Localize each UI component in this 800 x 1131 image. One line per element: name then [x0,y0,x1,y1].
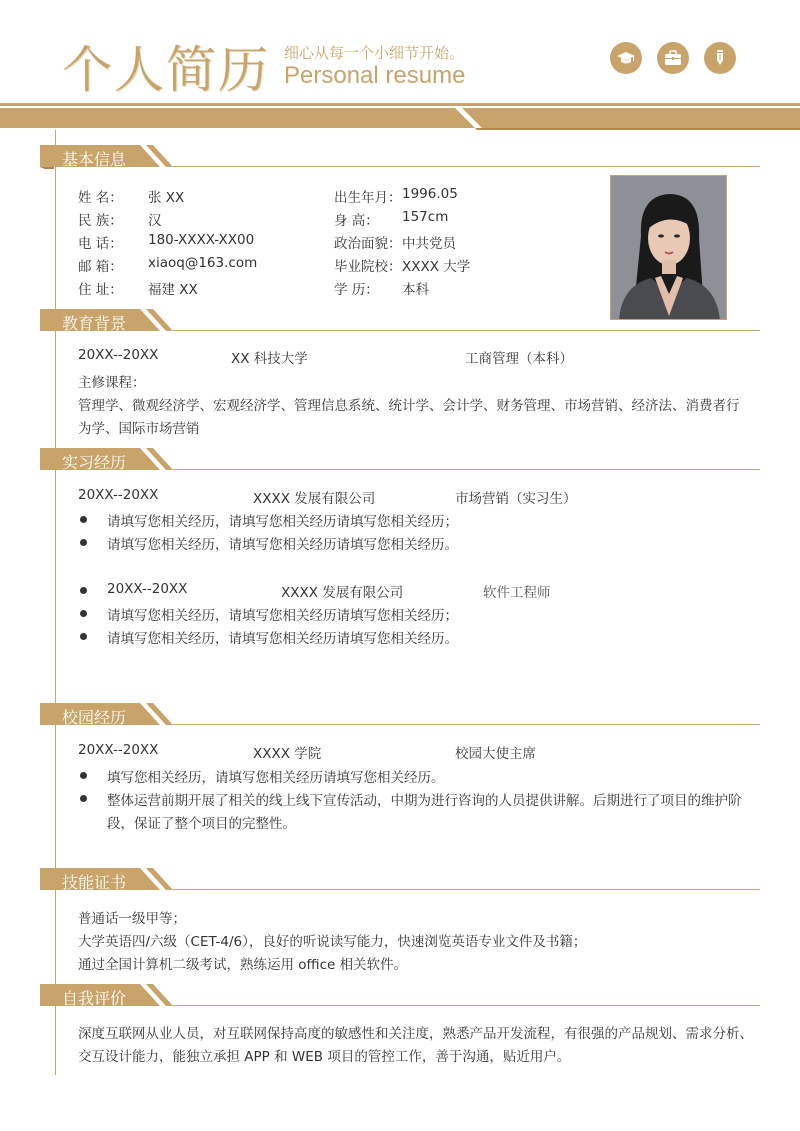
job-period: 20XX--20XX [78,487,159,503]
info-value-birth: 1996.05 [402,186,458,202]
section-header-internship [40,448,760,472]
slogan: 细心从每一个小细节开始。 [284,44,465,62]
education-school: XX 科技大学 [231,351,308,367]
timeline-line [55,130,56,1075]
info-label: 政治面貌： [334,236,402,252]
campus-period: 20XX--20XX [78,742,159,758]
briefcase-icon [657,42,689,74]
self-evaluation: 交互设计能力，能独立承担 APP 和 WEB 项目的管控工作，善于沟通，贴近用户。 [78,1049,571,1065]
bullet-icon [80,587,87,594]
pencil-icon [704,42,736,74]
job-role: 市场营销（实习生） [455,491,577,507]
info-label: 毕业院校： [334,259,402,275]
info-value-school: XXXX 大学 [402,259,471,275]
section-header-basic [40,145,760,169]
info-label: 住 址： [78,282,123,298]
courses-text: 为学、国际市场营销 [78,421,200,437]
info-label: 出生年月： [334,190,402,206]
section-title: 自我评价 [62,989,127,1008]
job-item: 请填写您相关经历，请填写您相关经历请填写您相关经历。 [107,537,458,553]
section-header-campus [40,703,760,727]
courses-label: 主修课程： [78,375,146,391]
section-title: 教育背景 [62,314,127,333]
header-banner [0,108,800,130]
section-title: 校园经历 [62,708,127,727]
section-title: 基本信息 [62,150,127,169]
info-value-phone: 180-XXXX-XX00 [148,232,255,248]
info-value-address: 福建 XX [148,282,198,298]
job-item: 请填写您相关经历，请填写您相关经历请填写您相关经历； [107,608,458,624]
skill-item: 大学英语四/六级（CET-4/6），良好的听说读写能力，快速浏览英语专业文件及书籍； [78,934,587,950]
info-value-email: xiaoq@163.com [148,255,258,271]
campus-role: 校园大使主席 [455,746,536,762]
info-value-name: 张 XX [148,190,185,206]
section-header-skills [40,868,760,892]
graduation-cap-icon [610,42,642,74]
info-label: 民 族： [78,213,123,229]
bullet-icon [80,772,87,779]
courses-text: 管理学、微观经济学、宏观经济学、管理信息系统、统计学、会计学、财务管理、市场营销、经济法、消费者行 [78,398,740,414]
skill-item: 普通话一级甲等； [78,911,186,927]
info-value-degree: 本科 [402,282,429,298]
bullet-icon [80,610,87,617]
bullet-icon [80,516,87,523]
job-item: 请填写您相关经历，请填写您相关经历请填写您相关经历； [107,514,458,530]
job-item: 请填写您相关经历，请填写您相关经历请填写您相关经历。 [107,631,458,647]
campus-org: XXXX 学院 [253,746,322,762]
info-label: 身 高： [334,213,379,229]
info-value-height: 157cm [402,209,449,225]
education-major: 工商管理（本科） [465,351,573,367]
job-company: XXXX 发展有限公司 [281,585,404,601]
education-period: 20XX--20XX [78,347,159,363]
info-value-ethnicity: 汉 [148,213,162,229]
campus-item: 整体运营前期开展了相关的线上线下宣传活动，中期为进行咨询的人员提供讲解。后期进行了项目的维护阶 [107,793,742,809]
info-label: 姓 名： [78,190,123,206]
info-label: 学 历： [334,282,379,298]
section-title: 实习经历 [62,453,127,472]
campus-item: 填写您相关经历，请填写您相关经历请填写您相关经历。 [107,770,445,786]
bullet-icon [80,795,87,802]
bullet-icon [80,539,87,546]
job-role: 软件工程师 [483,585,551,601]
job-period: 20XX--20XX [107,581,188,597]
bullet-icon [80,633,87,640]
header-rule [0,103,800,106]
profile-photo [610,175,727,320]
campus-item: 段，保证了整个项目的完整性。 [107,816,296,832]
info-label: 电 话： [78,236,123,252]
self-evaluation: 深度互联网从业人员，对互联网保持高度的敏感性和关注度，熟悉产品开发流程，有很强的产品规划、需求分析、 [78,1026,753,1042]
section-header-self [40,984,760,1008]
page-title-english: Personal resume [284,62,466,89]
section-header-education [40,309,760,333]
skill-item: 通过全国计算机二级考试，熟练运用 office 相关软件。 [78,957,408,973]
info-label: 邮 箱： [78,259,123,275]
page-title: 个人简历 [62,41,270,99]
section-title: 技能证书 [62,873,127,892]
job-company: XXXX 发展有限公司 [253,491,376,507]
info-value-politics: 中共党员 [402,236,456,252]
